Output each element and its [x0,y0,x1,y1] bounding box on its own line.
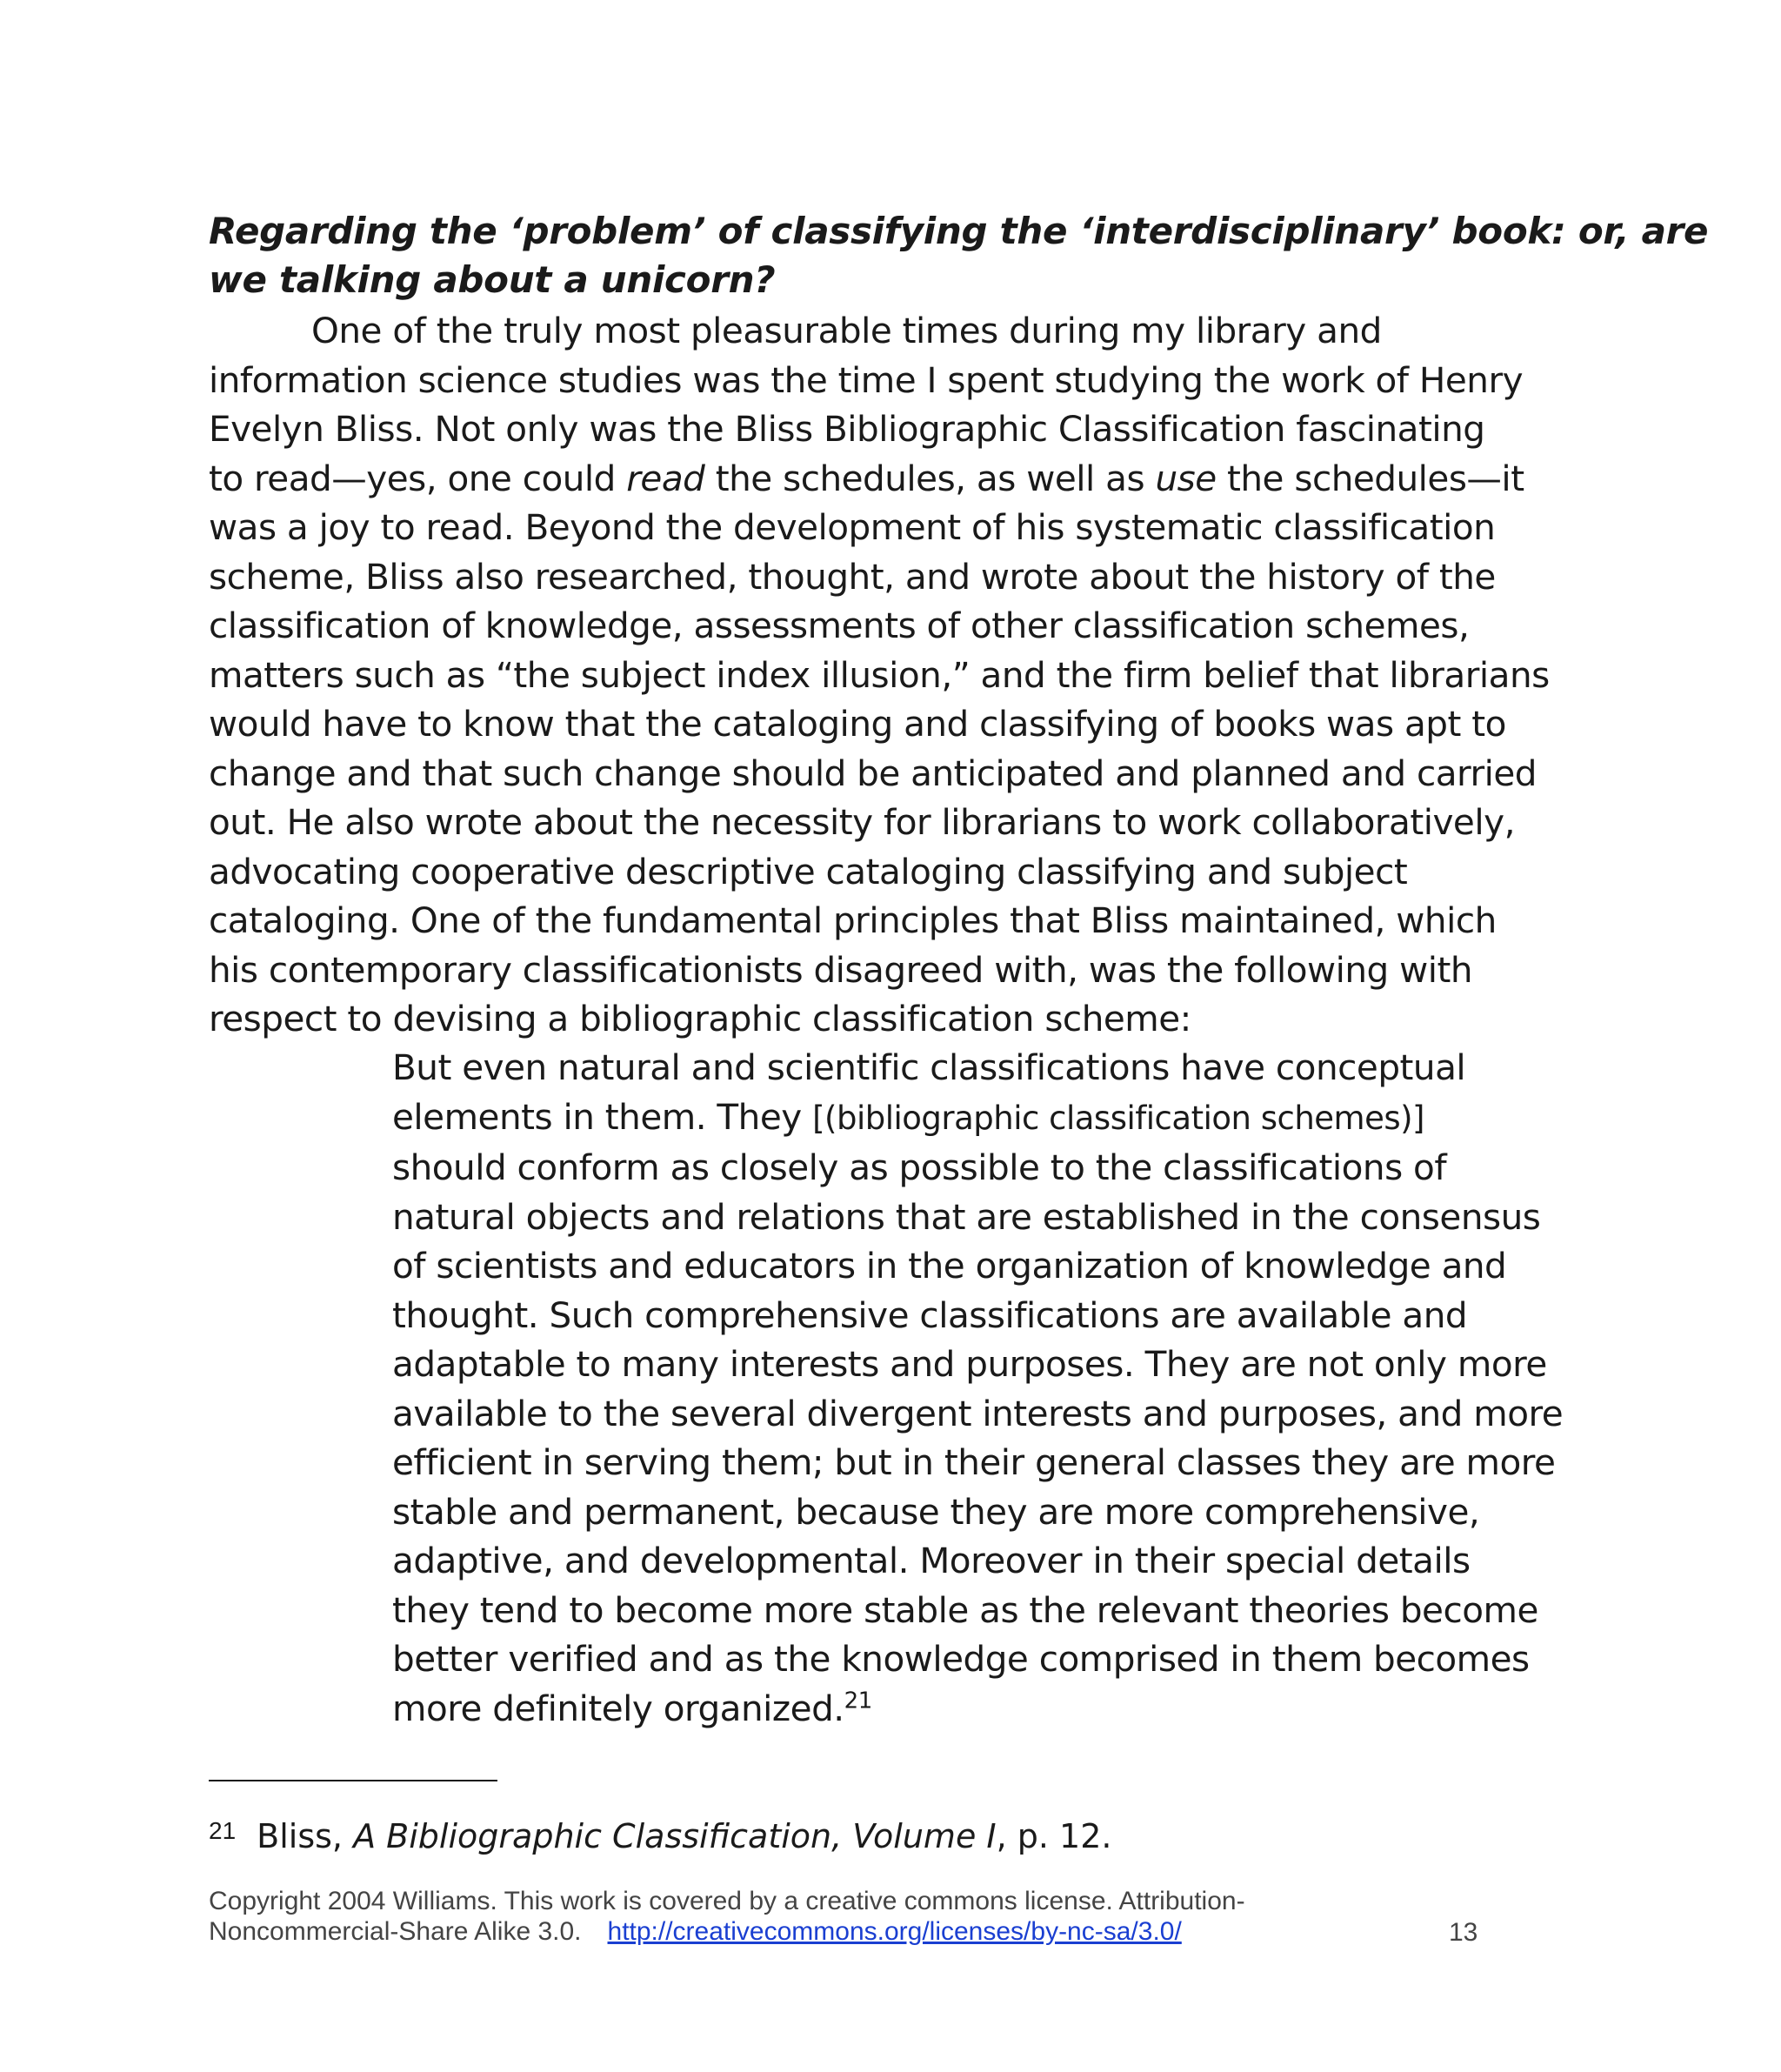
body-line: matters such as “the subject index illusion,” and the firm belief that librarians [209,653,1550,696]
quote-line: they tend to become more stable as the relevant theories become [392,1588,1538,1631]
footnote [209,1809,1513,1858]
body-line: information science studies was the time I spent studying the work of Henry [209,358,1524,401]
footnote-number: 21 [209,1817,237,1844]
body-line: Evelyn Bliss. Not only was the Bliss Bibliographic Classification fascinating [209,408,1485,450]
editorial-insertion: [(bibliographic classification schemes)] [812,1099,1424,1137]
copyright-line-2 [209,1916,1496,1947]
footnote-author: Bliss, [257,1817,354,1855]
quote-line: natural objects and relations that are established in the consensus [392,1195,1541,1238]
heading-line-2: we talking about a unicorn? [209,258,776,301]
license-link[interactable]: http://creativecommons.org/licenses/by-nc-sa/3.0/ [607,1917,1182,1946]
quote-line: should conform as closely as possible to the classifications of [392,1146,1447,1188]
body-line: would have to know that the cataloging and classifying of books was apt to [209,703,1506,745]
footnote-separator [209,1780,497,1781]
body-line: respect to devising a bibliographic classification scheme: [209,998,1191,1039]
section-heading [209,207,1709,304]
quote-line: But even natural and scientific classifications have conceptual [392,1046,1466,1088]
body-line: his contemporary classificationists disagreed with, was the following with [209,948,1473,991]
body-text: to read—yes, one could [209,457,627,499]
quote-line: better verified and as the knowledge comprised in them becomes [392,1638,1530,1680]
body-line: advocating cooperative descriptive cataloging classifying and subject [209,850,1408,892]
body-line: was a joy to read. Beyond the development of his systematic classification [209,506,1496,548]
emphasis-read: read [626,457,705,499]
body-text: the schedules, as well as [704,457,1156,499]
body-paragraph [209,306,1565,1044]
footnote-title: A Bibliographic Classification, Volume I [353,1817,997,1855]
copyright-line-1: Copyright 2004 Williams. This work is covered by a creative commons license. Attribution- [209,1887,1245,1915]
body-line: scheme, Bliss also researched, thought, and wrote about the history of the [209,555,1496,598]
body-text: One of the truly most pleasurable times during my library and [311,310,1382,351]
quote-text: elements in them. They [392,1095,813,1138]
body-line: classification of knowledge, assessments of other classification schemes, [209,605,1470,646]
quote-line: available to the several divergent interests and purposes, and more [392,1392,1564,1434]
footnote-page: , p. 12. [996,1817,1112,1855]
footnote-reference[interactable]: 21 [844,1688,872,1714]
body-line: out. He also wrote about the necessity for librarians to work collaboratively, [209,801,1515,843]
body-line: cataloging. One of the fundamental principles that Bliss maintained, which [209,899,1497,941]
page-number: 13 [1449,1918,1478,1947]
body-line [209,454,1565,504]
quote-line: adaptive, and developmental. Moreover in their special details [392,1540,1471,1581]
heading-line-1: Regarding the ‘problem’ of classifying the ‘interdisciplinary’ book: or, are [209,210,1709,252]
quote-text: more definitely organized. [392,1687,844,1729]
copyright-notice [209,1886,1496,1947]
block-quote [392,1043,1575,1733]
quote-line: stable and permanent, because they are more comprehensive, [392,1490,1480,1533]
quote-line: adaptable to many interests and purposes. They are not only more [392,1343,1547,1385]
quote-line [392,1093,1575,1144]
emphasis-use: use [1155,457,1217,499]
quote-line [392,1684,1575,1734]
quote-line: thought. Such comprehensive classifications are available and [392,1293,1468,1336]
body-text: the schedules—it [1216,457,1524,499]
license-name: Noncommercial-Share Alike 3.0. [209,1917,582,1946]
quote-line: efficient in serving them; but in their general classes they are more [392,1441,1556,1483]
body-line: change and that such change should be anticipated and planned and carried [209,752,1538,794]
quote-line: of scientists and educators in the organization of knowledge and [392,1245,1507,1287]
body-line [209,306,1565,356]
